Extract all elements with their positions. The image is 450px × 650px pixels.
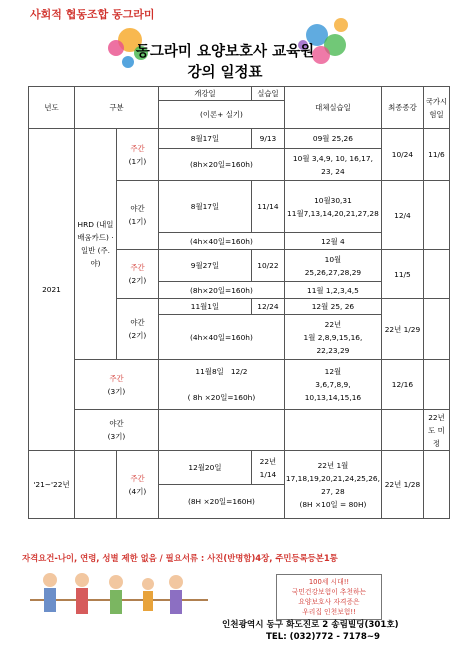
exam-dates: 10월30,31 11월7,13,14,20,21,27,28: [284, 181, 381, 233]
national-exam-date: [423, 250, 449, 299]
national-exam-date: [423, 299, 449, 360]
practice-date: 9/13: [251, 129, 284, 149]
address: 인천광역시 동구 화도진로 2 송림빌딩(301호): [222, 620, 399, 630]
national-exam-date: 11/6: [423, 129, 449, 181]
start-and-hours: [158, 410, 284, 451]
start-date: 8월17일: [158, 129, 251, 149]
national-exam-date: [423, 181, 449, 250]
end-date: 11/5: [381, 250, 423, 299]
national-exam-date: [423, 451, 449, 519]
exam-dates: 12월 4: [284, 233, 381, 250]
notice-line: 국민건강보험이 추천하는: [291, 588, 367, 596]
header-theory: (이론+ 실기): [158, 101, 284, 129]
end-date: 12/16: [381, 360, 423, 410]
notice-line: 우리집 인천보험!!: [302, 608, 356, 616]
header-end: 최종종강: [381, 87, 423, 129]
page-title: 동그라미 요양보호사 교육원: [135, 44, 315, 60]
header-start: 개강일: [158, 87, 251, 101]
start-date: 11월1일: [158, 299, 251, 315]
end-date: 10/24: [381, 129, 423, 181]
end-date: 22년 1/29: [381, 299, 423, 360]
phone-number: TEL: (032)772 - 7178~9: [266, 632, 381, 642]
notice-line: 요양보호사 자격증은: [298, 598, 360, 606]
exam-dates: 12월 3,6,7,8,9, 10,13,14,15,16: [284, 360, 381, 410]
practice-date: 10/22: [251, 250, 284, 282]
header-practice-start: 실습일: [251, 87, 284, 101]
row-label: 야간 (2기): [116, 299, 158, 360]
practice-date: 22년 1/14: [251, 451, 284, 485]
family-illustration: [24, 566, 214, 636]
notice-line: 100세 시대!!: [308, 578, 350, 586]
row-label: 주간 (4기): [116, 451, 158, 519]
schedule-table: [28, 86, 450, 519]
start-date: 12월20일: [158, 451, 251, 485]
hours: (8h×20일=160h): [158, 149, 284, 181]
exam-dates: 22년 1월 2,8,9,15,16, 22,23,29: [284, 315, 381, 360]
header-year: 년도: [29, 87, 75, 129]
end-date: [381, 410, 423, 451]
exam-dates: 09월 25,26: [284, 129, 381, 149]
row-label: 주간 (1기): [116, 129, 158, 181]
hours: (4h×40일=160h): [158, 233, 284, 250]
category-blank: [74, 451, 116, 519]
header-national: 국가시험일: [423, 87, 449, 129]
exam-dates: 22년 1월 17,18,19,20,21,24,25,26, 27, 28 (8H ×10일 = 80H): [284, 451, 381, 519]
org-name: 사회적 협동조합 동그라미: [30, 8, 155, 21]
hours: (8H ×20일=160H): [158, 485, 284, 519]
row-label: 주간 (2기): [116, 250, 158, 299]
start-date: 9월27일: [158, 250, 251, 282]
header-exam-practice: 대체실습일: [284, 87, 381, 129]
end-date: 12/4: [381, 181, 423, 250]
notice-box: [276, 574, 382, 620]
exam-dates: 11월 1,2,3,4,5: [284, 282, 381, 299]
year-2021: 2021: [29, 129, 75, 451]
exam-dates: 10월 25,26,27,28,29: [284, 250, 381, 282]
row-label: 주간 (3기): [74, 360, 158, 410]
practice-date: 11/14: [251, 181, 284, 233]
requirements-text: 자격요건-나이, 연령, 성별 제한 없음 / 필요서류 : 사진(반명함)4장, 주민등록등본1통: [22, 553, 338, 563]
category-label: HRD (내일배움카드) · 일반 (주.야): [74, 129, 116, 360]
exam-dates: [284, 410, 381, 451]
exam-dates: 10월 3,4,9, 10, 16,17, 23, 24: [284, 149, 381, 181]
start-and-hours: 11월8일 12/2 ( 8h ×20일=160h): [158, 360, 284, 410]
end-date: 22년 1/28: [381, 451, 423, 519]
hours: (8h×20일=160h): [158, 282, 284, 299]
hours: (4h×40일=160h): [158, 315, 284, 360]
national-exam-date: 22년 도 미정: [423, 410, 449, 451]
start-date: 8월17일: [158, 181, 251, 233]
row-label: 야간 (1기): [116, 181, 158, 250]
national-exam-date: [423, 360, 449, 410]
practice-date: 12/24: [251, 299, 284, 315]
page-subtitle: 강의 일정표: [187, 65, 263, 81]
year-2122: '21~'22년: [29, 451, 75, 519]
row-label: 야간 (3기): [74, 410, 158, 451]
exam-dates: 12월 25, 26: [284, 299, 381, 315]
header-division: 구분: [74, 87, 158, 129]
